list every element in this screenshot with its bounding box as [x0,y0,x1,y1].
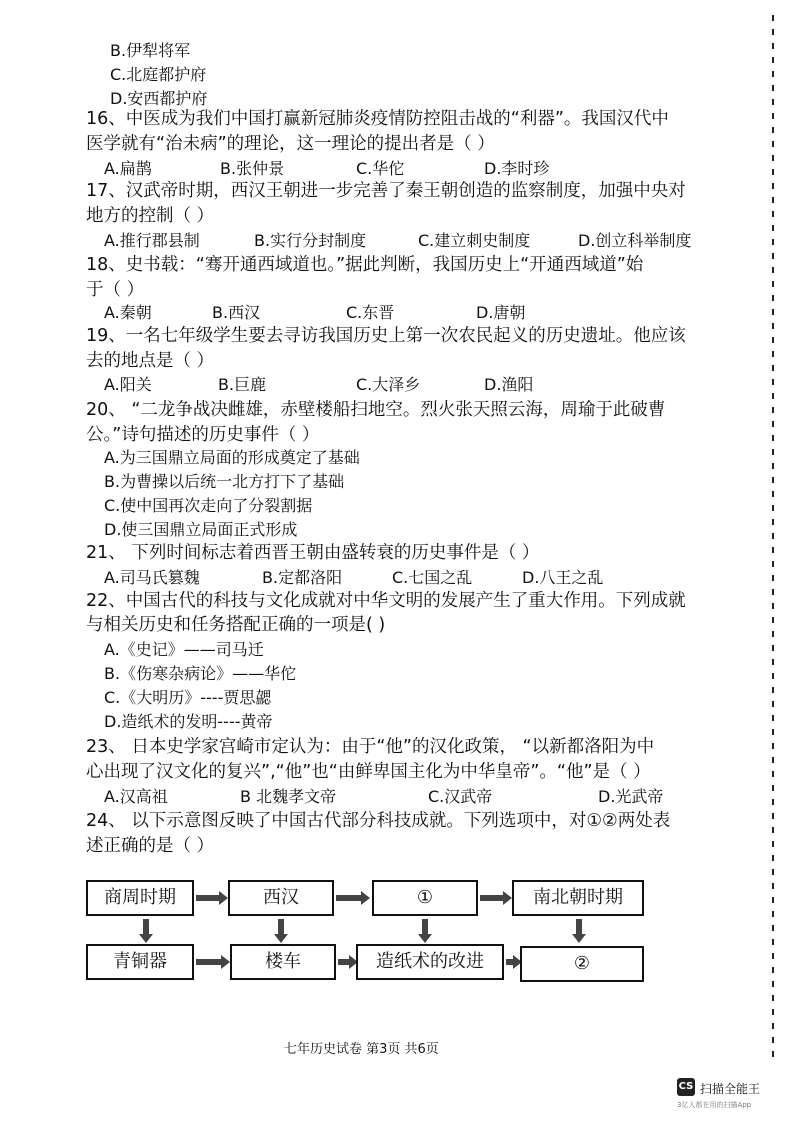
q21-stem: 21、 下列时间标志着西晋王朝由盛转衰的历史事件是（ ） [86,543,540,563]
q21-option-b: B.定都洛阳 [262,568,343,587]
q23-option-a: A.汉高祖 [104,787,168,806]
q19-stem-line2: 去的地点是（ ） [86,351,215,371]
q18-option-d: D.唐朝 [476,303,526,322]
q17-option-c: C.建立刺史制度 [418,231,531,250]
q20-option-c: C.使中国再次走向了分裂割据 [104,496,313,515]
diagram-box-papermaking: 造纸术的改进 [356,944,504,980]
q23-option-c: C.汉武帝 [428,787,493,806]
diagram-arrow-right [196,959,222,965]
diagram-arrow-down [143,919,149,935]
scanner-watermark-subtitle: 3亿人都在用的扫描App [677,1101,752,1109]
q20-stem-line2: 公。”诗句描述的历史事件（ ） [86,425,320,445]
q22-stem-line1: 22、中国古代的科技与文化成就对中华文明的发展产生了重大作用。下列成就 [86,591,686,611]
q18-option-c: C.东晋 [346,303,395,322]
diagram-arrow-right [480,895,504,901]
scanner-watermark-title: 扫描全能王 [700,1082,761,1096]
q23-stem-line2: 心出现了汉文化的复兴”,“他”也“由鲜卑国主化为中华皇帝”。“他”是（ ） [86,762,651,782]
q17-stem-line1: 17、汉武帝时期，西汉王朝进一步完善了秦王朝创造的监察制度，加强中央对 [86,181,686,201]
diagram-arrow-right [506,959,514,965]
diagram-box-shang-zhou: 商周时期 [86,880,194,916]
q22-option-a: A.《史记》——司马迁 [104,640,264,659]
diagram-arrow-down [576,919,582,935]
diagram-box-blank-2: ② [520,946,644,982]
q22-stem-line2: 与相关历史和任务搭配正确的一项是( ) [86,615,386,635]
diagram-arrow-right [338,959,350,965]
diagram-box-loutuo: 楼车 [230,944,336,980]
diagram-box-bronze: 青铜器 [86,944,194,980]
q23-stem-line1: 23、 日本史学家宫崎市定认为：由于“他”的汉化政策， “以新都洛阳为中 [86,737,655,757]
q18-option-a: A.秦朝 [104,303,152,322]
q19-option-b: B.巨鹿 [218,375,267,394]
q21-option-d: D.八王之乱 [522,568,604,587]
q19-option-d: D.渔阳 [484,375,534,394]
q19-option-c: C.大泽乡 [356,375,421,394]
q20-option-a: A.为三国鼎立局面的形成奠定了基础 [104,448,360,467]
scan-edge [772,15,774,1065]
q17-option-b: B.实行分封制度 [254,231,367,250]
q15-option-d: D.安西都护府 [110,89,208,108]
q21-option-c: C.七国之乱 [392,568,473,587]
q22-option-d: D.造纸术的发明----黄帝 [104,712,273,731]
diagram-arrow-right [196,895,220,901]
q18-stem-line1: 18、史书载：“骞开通西域道也。”据此判断，我国历史上“开通西域道”始 [86,255,644,275]
diagram-box-western-han: 西汉 [228,880,334,916]
q22-option-c: C.《大明历》----贾思勰 [104,688,272,707]
q21-option-a: A.司马氏篡魏 [104,568,200,587]
q15-option-c: C.北庭都护府 [110,65,207,84]
diagram-arrow-down [278,919,284,935]
q17-option-d: D.创立科举制度 [578,231,692,250]
q24-stem-line2: 述正确的是（ ） [86,836,215,856]
q24-stem-line1: 24、 以下示意图反映了中国古代部分科技成就。下列选项中，对①②两处表 [86,811,671,831]
diagram-box-blank-1: ① [372,880,478,916]
q16-option-d: D.李时珍 [484,159,550,178]
scanner-logo-icon: CS [677,1078,695,1096]
diagram-box-southern-northern: 南北朝时期 [512,880,644,916]
q16-stem-line2: 医学就有“治未病”的理论，这一理论的提出者是（ ） [86,134,495,154]
q19-stem-line1: 19、一名七年级学生要去寻访我国历史上第一次农民起义的历史遗址。他应该 [86,326,686,346]
q16-option-b: B.张仲景 [220,159,285,178]
q18-stem-line2: 于（ ） [86,280,145,300]
q17-stem-line2: 地方的控制（ ） [86,206,215,226]
q16-option-a: A.扁鹊 [104,159,152,178]
q19-option-a: A.阳关 [104,375,152,394]
q16-stem-line1: 16、中医成为我们中国打赢新冠肺炎疫情防控阻击战的“利器”。我国汉代中 [86,109,669,129]
q18-option-b: B.西汉 [212,303,261,322]
q17-option-a: A.推行郡县制 [104,231,200,250]
q23-option-d: D.光武帝 [598,787,664,806]
q20-option-d: D.使三国鼎立局面正式形成 [104,520,298,539]
page-footer: 七年历史试卷 第3页 共6页 [284,1042,439,1057]
q16-option-c: C.华佗 [356,159,405,178]
q22-option-b: B.《伤寒杂病论》——华佗 [104,664,297,683]
diagram-arrow-down [422,919,428,935]
q23-option-b: B 北魏孝文帝 [240,787,337,806]
q20-option-b: B.为曹操以后统一北方打下了基础 [104,472,345,491]
q15-option-b: B.伊犁将军 [110,41,191,60]
q20-stem-line1: 20、 “二龙争战决雌雄，赤壁楼船扫地空。烈火张天照云海，周瑜于此破曹 [86,400,666,420]
diagram-arrow-right [336,895,362,901]
